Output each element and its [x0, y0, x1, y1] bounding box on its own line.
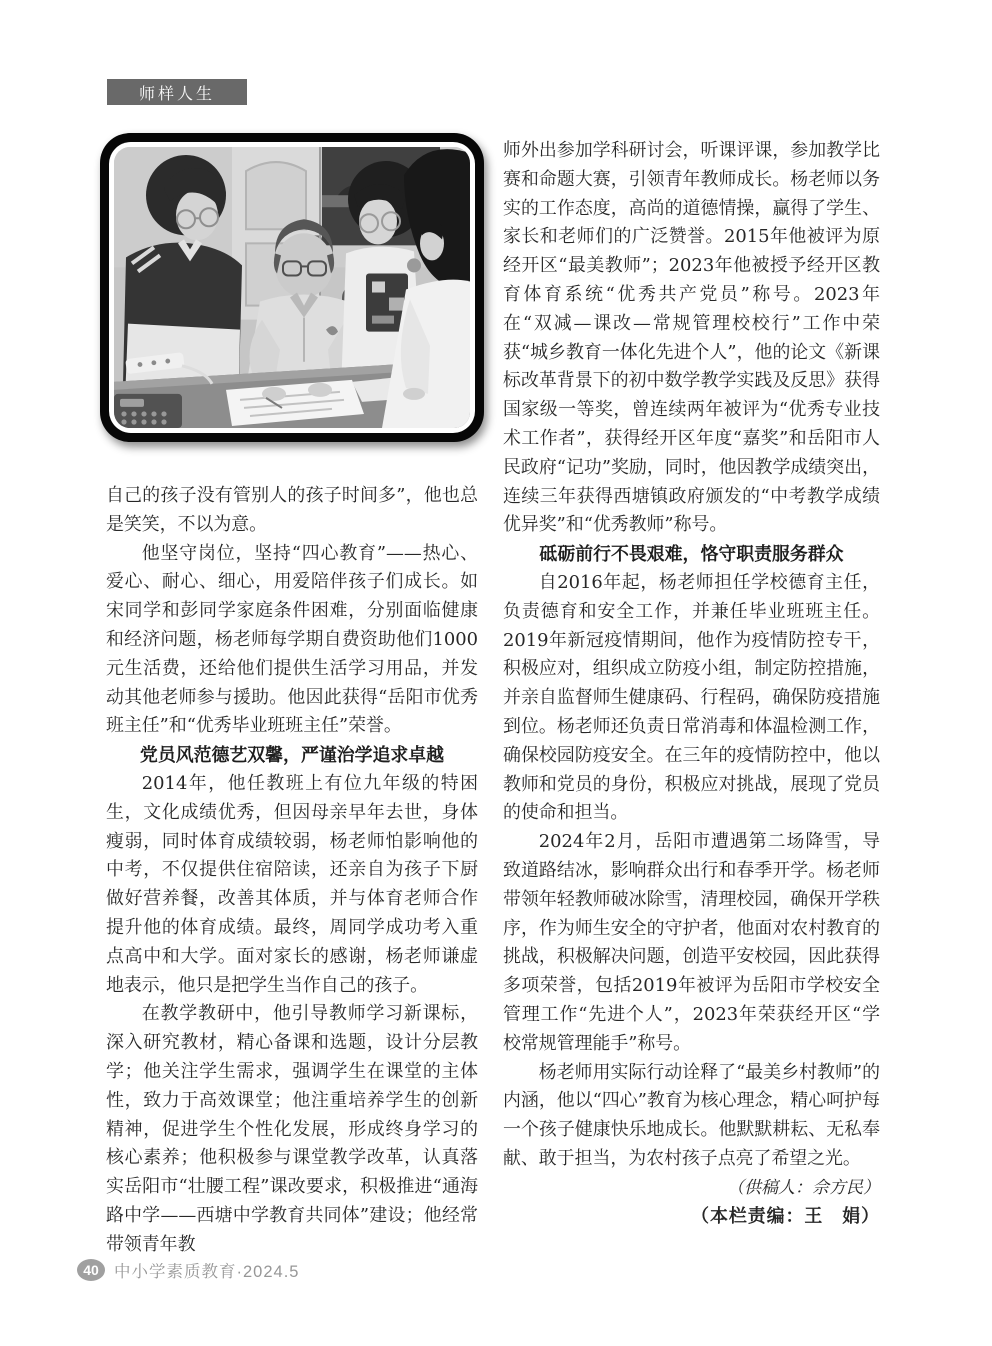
paragraph: 2014年，他任教班上有位九年级的特困生，文化成绩优秀，但因母亲早年去世，身体瘦弱，同时体育成绩较弱，杨老师怕影响他的中考，不仅提供住宿陪读，还亲自为孩子下厨做好营养餐，改善其体质，并与体育老师合作提升他的体育成绩。最终，周同学成功考入重点高中和大学。面对家长的感谢，杨老师谦虚地表示，他只是把学生当作自己的孩子。: [106, 772, 478, 996]
section-heading-perseverance: 砥砺前行不畏艰难，恪守职责服务群众: [539, 544, 844, 565]
journal-title: 中小学素质教育·2024.5: [114, 1263, 300, 1281]
paragraph: 杨老师用实际行动诠释了“最美乡村教师”的内涵，他以“四心”教育为核心理念，精心呵护每一个孩子健康快乐地成长。他默默耕耘、无私奉献、敢于担当，为农村孩子点亮了希望之光。: [503, 1061, 880, 1169]
column-badge: 师样人生: [107, 79, 247, 105]
paragraph-continuation: 师外出参加学科研讨会，听课评课，参加教学比赛和命题大赛，引领青年教师成长。杨老师以务实的工作态度，高尚的道德情操，赢得了学生、家长和老师们的广泛赞誉。2015年他被评为原经开区“最美教师”；2023年他被授予经开区教育体育系统“优秀共产党员”称号。2023年在“双减—课改—常规管理校校行”工作中荣获“城乡教育一体化先进个人”，他的论文《新课标改革背景下的初中数学教学实践及反思》获得国家级一等奖，曾连续两年被评为“优秀专业技术工作者”，获得经开区年度“嘉奖”和岳阳市人民政府“记功”奖励，同时，他因教学成绩突出，连续三年获得西塘镇政府颁发的“中考教学成绩优异奖”和“优秀教师”称号。: [503, 140, 880, 536]
paragraph: 自2016年起，杨老师担任学校德育主任，负责德育和安全工作，并兼任毕业班班主任。2019年新冠疫情期间，他作为疫情防控专干，积极应对，组织成立防疫小组，制定防控措施，并亲自监督师生健康码、行程码，确保防疫措施到位。杨老师还负责日常消毒和体温检测工作，确保校园防疫安全。在三年的疫情防控中，他以教师和党员的身份，积极应对挑战，展现了党员的使命和担当。: [503, 571, 880, 824]
left-column: [106, 482, 478, 1260]
paragraph: 在教学教研中，他引导教师学习新课标，深入研究教材，精心备课和选题，设计分层教学；他关注学生需求，强调学生在课堂的主体性，致力于高效课堂；他注重培养学生的创新精神，促进学生个性化发展，形成终身学习的核心素养；他积极参与课堂教学改革，认真落实岳阳市“壮腰工程”课改要求，积极推进“通海路中学——西塘中学教育共同体”建设；他经常带领青年教: [106, 1003, 478, 1255]
paragraph: 2024年2月，岳阳市遭遇第二场降雪，导致道路结冰，影响群众出行和春季开学。杨老师带领年轻教师破冰除雪，清理校园，确保开学秩序，作为师生安全的守护者，他面对农村教育的挑战，积极解决问题，创造平安校园，因此获得多项荣誉，包括2019年被评为岳阳市学校安全管理工作“先进个人”，2023年荣获经开区“学校常规管理能手”称号。: [503, 831, 880, 1054]
page-footer: [77, 1258, 299, 1282]
right-column: [503, 137, 880, 1231]
teacher-and-students-photo: [114, 147, 470, 428]
photo-white-mat: [109, 142, 475, 433]
contributor-byline: （供稿人：佘方民）: [727, 1177, 880, 1198]
page-number-badge: 40: [77, 1259, 105, 1281]
article-photo-frame: [100, 133, 484, 442]
section-heading-party-spirit: 党员风范德艺双馨，严谨治学追求卓越: [139, 745, 445, 766]
editor-byline: （本栏责编：王 娟）: [691, 1206, 880, 1227]
paragraph: 他坚守岗位，坚持“四心教育”——热心、爱心、耐心、细心，用爱陪伴孩子们成长。如宋同学和彭同学家庭条件困难，分别面临健康和经济问题，杨老师每学期自费资助他们1000元生活费，还给他们提供生活学习用品，并发动其他老师参与援助。他因此获得“岳阳市优秀班主任”和“优秀毕业班班主任”荣誉。: [106, 542, 478, 737]
paragraph-continuation: 自己的孩子没有管别人的孩子时间多”，他也总是笑笑，不以为意。: [106, 485, 478, 535]
